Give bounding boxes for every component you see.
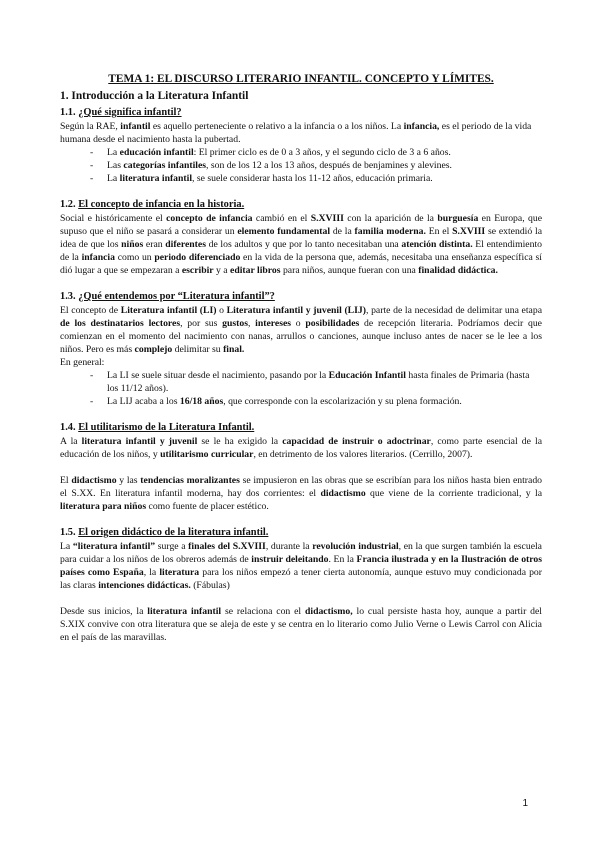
text: Social e históricamente el	[60, 213, 167, 224]
subsection-number: 1.4.	[60, 422, 76, 433]
text: En el	[425, 226, 453, 237]
text: en la vida de la persona que, además, necesitaba una enseñanza específica sí dió lugar a que se empezaran a	[60, 252, 543, 276]
bold-text: “literatura infantil”	[72, 541, 156, 552]
text: , en la que surgen también la escuela para cuidar a los niños de los obreros además de	[60, 541, 542, 565]
text: , en detrimento de los valores literarios. (Cerrillo, 2007).	[253, 449, 473, 460]
text: de la	[330, 226, 355, 237]
text: , se suele considerar hasta los 11-12 años, educación primaria.	[192, 173, 433, 184]
text: de recepción literaria. Podríamos decir que comienzan en el momento del nacimiento con nanas, arrullos o canciones, aunque incluso antes de nacer se le lee a los niños. Pero es más	[60, 318, 542, 355]
text: para los niños empezó a tener cierta autonomía, aunque estuvo muy condicionada por las claras	[60, 567, 543, 591]
text: o	[216, 305, 227, 316]
bold-text: S.XVIII	[310, 213, 344, 224]
bold-text: posibilidades	[305, 318, 360, 329]
text: se le ha exigido la	[197, 436, 283, 447]
bold-text: didactismo	[71, 475, 117, 486]
bold-text: infancia,	[403, 121, 440, 132]
text: y a	[213, 265, 231, 276]
bold-text: Literatura infantil (LI)	[120, 305, 217, 316]
text: o	[291, 318, 306, 329]
text: El	[60, 475, 72, 486]
bold-text: finales del S.XVIII	[188, 541, 266, 552]
bullet-item	[90, 395, 542, 408]
text: , que corresponde con la escolarización y su plena formación.	[223, 396, 462, 407]
text: La	[60, 541, 73, 552]
text: en Europa, que supuso que el niño se pasará a considerar un	[60, 213, 542, 237]
bold-text: infancia	[81, 252, 115, 263]
paragraph	[60, 304, 542, 356]
bold-text: final.	[223, 344, 245, 355]
bold-text: Francia ilustrada y en la Ilustración de otros países como España	[60, 554, 542, 578]
text: se impusieron en las obras que se escribían para los niños hasta bien entrado el S.XX. En literatura infantil moderna, hay dos corrientes: el	[60, 475, 543, 499]
bold-text: utilitarismo curricular	[160, 449, 254, 460]
subsection-number: 1.3.	[60, 291, 76, 302]
text: (Fábulas)	[190, 580, 230, 591]
text: cambió en el	[252, 213, 311, 224]
text: ,	[247, 318, 256, 329]
text: A la	[60, 436, 82, 447]
bold-text: diferentes	[165, 239, 206, 250]
paragraph	[60, 120, 542, 146]
page-number: 1	[522, 798, 528, 809]
bullet-item	[90, 369, 542, 395]
text: , durante la	[265, 541, 313, 552]
bold-text: categorías infantiles	[123, 160, 207, 171]
text: es el periodo de la vida humana desde el nacimiento hasta la pubertad.	[60, 121, 532, 145]
text: La	[107, 173, 120, 184]
text: de los adultos y que por lo tanto necesitaban una	[205, 239, 402, 250]
text: con la aparición de la	[343, 213, 438, 224]
bullet-item	[90, 159, 542, 172]
bullet-list	[60, 369, 542, 408]
bold-text: editar libros	[230, 265, 281, 276]
bold-text: Literatura infantil y juvenil (LIJ)	[226, 305, 366, 316]
bold-text: didactismo	[320, 488, 366, 499]
bold-text: infantil	[120, 121, 151, 132]
bold-text: burguesía	[437, 213, 479, 224]
section-heading: 1. Introducción a la Literatura Infantil	[60, 90, 249, 102]
bold-text: atención distinta.	[401, 239, 473, 250]
subsection-number: 1.5.	[60, 527, 76, 538]
text: como un	[114, 252, 155, 263]
paragraph	[60, 212, 542, 277]
document-title: TEMA 1: EL DISCURSO LITERARIO INFANTIL. CONCEPTO Y LÍMITES.	[108, 73, 494, 85]
subsection-title: El concepto de infancia en la historia.	[78, 199, 245, 210]
text: Según la RAE,	[60, 121, 121, 132]
bold-text: educación infantil	[119, 147, 194, 158]
text: La LI se suele situar desde el nacimiento, pasando por la	[107, 370, 329, 381]
text: lo cual persiste hasta hoy, aunque a partir del S.XIX convive con otra literatura que se aleja de este y se centra en lo literario como Julio Verne o Lewis Carrol con Alicia en el país de las maravillas.	[60, 606, 542, 643]
subsection-1-1-heading	[60, 106, 542, 119]
bold-text: niños	[121, 239, 144, 250]
text: . En la	[328, 554, 357, 565]
text: La	[107, 147, 120, 158]
bold-text: literatura	[159, 567, 200, 578]
paragraph	[60, 605, 542, 644]
text: Las	[107, 160, 124, 171]
text: se extendió la idea de que los	[60, 226, 542, 250]
bold-text: gustos	[222, 318, 248, 329]
text: , son de los 12 a los 13 años, después de benjamines y alevines.	[206, 160, 452, 171]
text: , por sus	[180, 318, 223, 329]
text: , la	[143, 567, 160, 578]
text: Desde sus inicios, la	[60, 606, 148, 617]
bold-text: elemento fundamental	[237, 226, 331, 237]
paragraph	[60, 435, 542, 461]
subsection-1-5-heading	[60, 526, 542, 539]
bold-text: intereses	[255, 318, 292, 329]
bold-text: concepto de infancia	[166, 213, 253, 224]
bold-text: 16/18 años	[179, 396, 224, 407]
bold-text: periodo diferenciado	[154, 252, 241, 263]
bold-text: finalidad didáctica.	[418, 265, 498, 276]
bold-text: escribir	[181, 265, 214, 276]
text: y las	[116, 475, 141, 486]
text: El entendimiento de la	[60, 239, 542, 263]
text: delimitar su	[172, 344, 224, 355]
bold-text: instruir deleitando	[251, 554, 329, 565]
bold-text: Educación Infantil	[328, 370, 406, 381]
text: , parte de la necesidad de delimitar una etapa	[365, 305, 542, 316]
text: eran	[143, 239, 166, 250]
bold-text: didactismo,	[305, 606, 353, 617]
bold-text: revolución industrial	[312, 541, 399, 552]
subsection-1-4-heading	[60, 421, 542, 434]
bold-text: intenciones didácticas.	[98, 580, 191, 591]
bold-text: capacidad de instruir o adoctrinar	[282, 436, 431, 447]
text: hasta finales de Primaria (hasta los 11/12 años).	[107, 370, 530, 394]
subsection-1-2-heading	[60, 198, 542, 211]
text: , como parte esencial de la educación de los niños, y	[60, 436, 542, 460]
subsection-title: El origen didáctico de la literatura infantil.	[78, 527, 269, 538]
bold-text: literatura infantil	[147, 606, 222, 617]
bold-text: literatura para niños	[60, 501, 147, 512]
subsection-title: El utilitarismo de la Literatura Infantil.	[78, 422, 255, 433]
text: se relaciona con el	[221, 606, 305, 617]
text: El concepto de	[60, 305, 121, 316]
bullet-item	[90, 146, 542, 159]
text: como fuente de placer estético.	[146, 501, 269, 512]
bold-text: literatura infantil	[119, 173, 193, 184]
text: La LIJ acaba a los	[107, 396, 180, 407]
bold-text: literatura infantil y juvenil	[81, 436, 198, 447]
bold-text: complejo	[134, 344, 173, 355]
subsection-number: 1.2.	[60, 199, 76, 210]
paragraph	[60, 540, 542, 592]
text: surge a	[155, 541, 189, 552]
subsection-1-3-heading	[60, 290, 542, 303]
bullet-item	[90, 172, 542, 185]
subsection-title: ¿Qué significa infantil?	[78, 107, 182, 118]
text: que viene de la corriente tradicional, y la	[365, 488, 542, 499]
bold-text: tendencias moralizantes	[140, 475, 240, 486]
text: : El primer ciclo es de 0 a 3 años, y el segundo ciclo de 3 a 6 años.	[193, 147, 451, 158]
subsection-number: 1.1.	[60, 107, 76, 118]
bold-text: familia moderna.	[354, 226, 426, 237]
bullet-list	[60, 146, 542, 185]
text: es aquello perteneciente o relativo a la infancia o a los niños. La	[150, 121, 404, 132]
bold-text: de los destinatarios lectores	[60, 318, 181, 329]
text: para niños, aunque fueran con una	[280, 265, 419, 276]
paragraph	[60, 474, 542, 513]
subsection-title: ¿Qué entendemos por “Literatura infantil”?	[78, 291, 275, 302]
bold-text: S.XVIII	[452, 226, 486, 237]
paragraph: En general:	[60, 357, 105, 368]
